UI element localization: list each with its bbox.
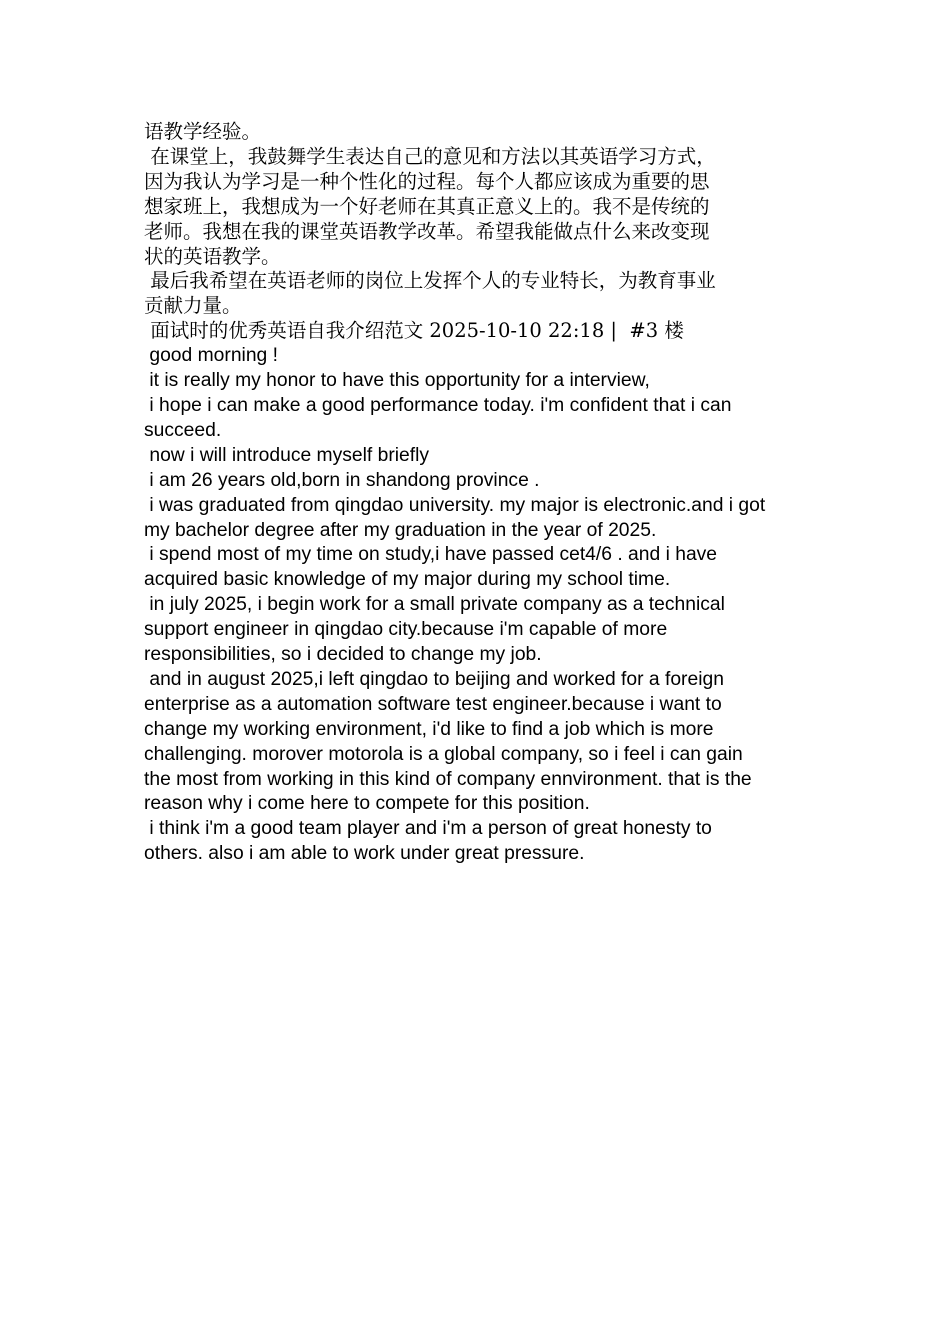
text-line: i was graduated from qingdao university. my major is electronic.and i got bbox=[144, 494, 766, 516]
text-line: change my working environment, i'd like to find a job which is more bbox=[144, 718, 714, 740]
text-line: and in august 2025,i left qingdao to beijing and worked for a foreign bbox=[144, 668, 724, 690]
text-line: others. also i am able to work under great pressure. bbox=[144, 843, 585, 865]
text-line: 语教学经验。 bbox=[144, 120, 262, 143]
text-line: 贡献力量。 bbox=[144, 294, 242, 318]
text-line: i am 26 years old,born in shandong province . bbox=[144, 469, 540, 491]
text-line: responsibilities, so i decided to change my job. bbox=[144, 644, 542, 666]
text-line: 想家班上，我想成为一个好老师在其真正意义上的。我不是传统的 bbox=[144, 194, 710, 218]
text-line: reason why i come here to compete for this position. bbox=[144, 793, 590, 815]
text-line: 最后我希望在英语老师的岗位上发挥个人的专业特长，为教育事业 bbox=[144, 269, 716, 293]
text-line: 状的英语教学。 bbox=[144, 244, 281, 268]
text-line: it is really my honor to have this opportunity for a interview, bbox=[144, 370, 650, 392]
text-line: enterprise as a automation software test engineer.because i want to bbox=[144, 693, 722, 715]
text-line: succeed. bbox=[144, 419, 222, 441]
text-line: good morning ! bbox=[144, 345, 278, 367]
text-line: 在课堂上，我鼓舞学生表达自己的意见和方法以其英语学习方式， bbox=[144, 144, 716, 168]
text-line: acquired basic knowledge of my major during my school time. bbox=[144, 569, 671, 591]
text-line: i hope i can make a good performance today. i'm confident that i can bbox=[144, 394, 732, 416]
text-line: i think i'm a good team player and i'm a person of great honesty to bbox=[144, 818, 712, 840]
text-line: my bachelor degree after my graduation in the year of 2025. bbox=[144, 519, 657, 541]
text-line: now i will introduce myself briefly bbox=[144, 444, 430, 466]
document-body bbox=[144, 120, 810, 867]
text-line: 因为我认为学习是一种个性化的过程。每个人都应该成为重要的思 bbox=[144, 169, 710, 193]
text-line: 老师。我想在我的课堂英语教学改革。希望我能做点什么来改变现 bbox=[144, 219, 710, 243]
text-line: challenging. morover motorola is a global company, so i feel i can gain bbox=[144, 743, 743, 765]
text-line: support engineer in qingdao city.because i'm capable of more bbox=[144, 619, 668, 641]
text-line: i spend most of my time on study,i have passed cet4/6 . and i have bbox=[144, 544, 718, 566]
text-line: the most from working in this kind of company ennvironment. that is the bbox=[144, 768, 752, 790]
text-line: in july 2025, i begin work for a small private company as a technical bbox=[144, 594, 725, 616]
section-heading: 面试时的优秀英语自我介绍范文 2025-10-10 22:18 | #3 楼 bbox=[144, 319, 684, 343]
